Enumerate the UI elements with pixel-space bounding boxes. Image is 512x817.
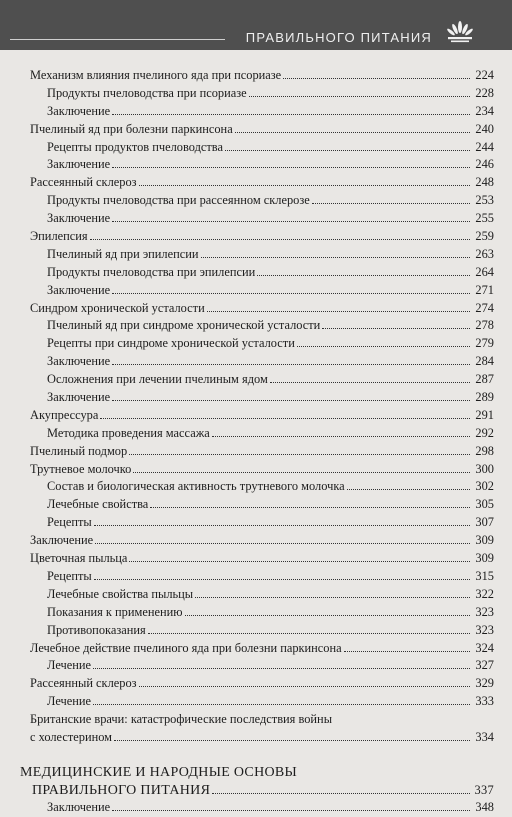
toc-entry-title: Акупрессура (30, 407, 99, 422)
section-gap (20, 747, 494, 763)
toc-entry-title: Продукты пчеловодства при псориазе (47, 85, 247, 100)
toc-entry (20, 568, 494, 586)
dot-leader (185, 605, 471, 616)
toc-entry (20, 139, 494, 157)
toc-entry-page: 302 (475, 479, 494, 494)
toc-entry-title: Пчелиный подмор (30, 443, 128, 458)
flower-logo-icon (446, 18, 474, 44)
toc-entry (20, 85, 494, 103)
toc-entry (20, 407, 494, 425)
toc-entry-page: 305 (475, 497, 494, 512)
toc-entry-title: Продукты пчеловодства при эпилепсии (47, 264, 256, 279)
toc-entry-page: 224 (475, 68, 494, 82)
toc-entry (20, 799, 494, 817)
toc-entry-page: 248 (475, 175, 494, 190)
dot-leader (100, 408, 470, 419)
toc-entry-title: Британские врачи: катастрофические последствия войны (30, 712, 333, 727)
dot-leader (139, 676, 470, 687)
toc-entry (20, 121, 494, 139)
toc-entry-page: 259 (475, 229, 494, 244)
toc-entry-page: 291 (475, 407, 494, 422)
toc-entry (20, 425, 494, 443)
dot-leader (112, 157, 470, 168)
toc-entry (20, 246, 494, 264)
toc-entry-page: 228 (475, 85, 494, 100)
toc-entry-page: 315 (475, 568, 494, 583)
toc-entry (20, 514, 494, 532)
toc-entry-title: Синдром хронической усталости (30, 300, 205, 315)
toc-entry (20, 389, 494, 407)
toc-entry-page: 333 (475, 694, 494, 709)
toc-entry-title: Методика проведения массажа (47, 425, 210, 440)
dot-leader (225, 140, 470, 151)
toc-entry (20, 335, 494, 353)
toc-entry-title: Осложнения при лечении пчелиным ядом (47, 372, 268, 387)
section-heading (20, 763, 494, 781)
toc-entry-page: 289 (475, 390, 494, 405)
dot-leader (112, 354, 470, 365)
toc-entry-title: Заключение (47, 799, 111, 814)
dot-leader (249, 86, 470, 97)
toc-entry-title: Продукты пчеловодства при рассеянном склерозе (47, 193, 310, 208)
toc-entry-page: 348 (475, 799, 494, 814)
toc-entry-title: Пчелиный яд при болезни паркинсона (30, 121, 233, 136)
dot-leader (112, 283, 470, 294)
section-page: 337 (474, 782, 494, 797)
toc-entry (20, 300, 494, 318)
toc-entry-page: 263 (475, 246, 494, 261)
toc-entry (20, 156, 494, 174)
dot-leader (207, 301, 470, 312)
dot-leader (212, 426, 470, 437)
page-header (0, 0, 512, 50)
running-title: ПРАВИЛЬНОГО ПИТАНИЯ (245, 30, 432, 45)
toc-entry (20, 174, 494, 192)
toc-entry-title: Трутневое молочко (30, 461, 132, 476)
toc-entry-title: Механизм влияния пчелиного яда при псориазе (30, 68, 282, 82)
toc-entry-title: Пчелиный яд при эпилепсии (47, 246, 199, 261)
toc-entry (20, 640, 494, 658)
toc-entry-title: Заключение (47, 354, 111, 369)
toc-entry-page: 253 (475, 193, 494, 208)
toc-entry-page: 323 (475, 622, 494, 637)
toc-entry-title: Состав и биологическая активность трутневого молочка (47, 479, 345, 494)
toc-entry (20, 693, 494, 711)
toc-entry-title: Рецепты при синдроме хронической усталости (47, 336, 295, 351)
toc-entry (20, 67, 494, 85)
toc-entry-title: Рецепты (47, 568, 92, 583)
toc-entry (20, 478, 494, 496)
toc-entry (20, 210, 494, 228)
toc-entry-page: 322 (475, 586, 494, 601)
toc-entry-page: 323 (475, 604, 494, 619)
table-of-contents (20, 67, 494, 817)
toc-entry-page: 327 (475, 658, 494, 673)
toc-entry-title: Заключение (47, 211, 111, 226)
dot-leader (312, 193, 470, 204)
toc-entry-page: 246 (475, 157, 494, 172)
dot-leader (297, 336, 470, 347)
toc-entry (20, 264, 494, 282)
toc-entry-page: 324 (475, 640, 494, 655)
toc-entry-title: Заключение (47, 157, 111, 172)
section-heading-line2: ПРАВИЛЬНОГО ПИТАНИЯ (32, 782, 211, 798)
dot-leader (150, 497, 470, 508)
toc-entry-page: 279 (475, 336, 494, 351)
toc-entry-page: 274 (475, 300, 494, 315)
toc-entry-page: 334 (475, 729, 494, 744)
dot-leader (133, 462, 470, 473)
dot-leader (347, 479, 470, 490)
header-rule (10, 39, 225, 40)
toc-entry (20, 371, 494, 389)
toc-entry (20, 675, 494, 693)
toc-entry-title: Противопоказания (47, 622, 146, 637)
toc-entry-page: 240 (475, 121, 494, 136)
dot-leader (94, 515, 470, 526)
dot-leader (270, 372, 470, 383)
dot-leader (112, 390, 470, 401)
toc-entry-title: Заключение (47, 282, 111, 297)
toc-entry (20, 317, 494, 335)
toc-entry-title: Лечебное действие пчелиного яда при болезни паркинсона (30, 640, 342, 655)
dot-leader (201, 247, 471, 258)
toc-entry-title: Заключение (47, 103, 111, 118)
toc-entry-title: Лечебные свойства (47, 497, 149, 512)
toc-entry-title: с холестерином (30, 729, 113, 744)
toc-entry-page: 298 (475, 443, 494, 458)
toc-entry-title: Пчелиный яд при синдроме хронической усталости (47, 318, 321, 333)
toc-entry-title: Рассеянный склероз (30, 175, 137, 190)
dot-leader (212, 783, 470, 794)
toc-entry-page: 284 (475, 354, 494, 369)
toc-entry-title: Заключение (47, 390, 111, 405)
dot-leader (93, 658, 470, 669)
toc-entry (20, 461, 494, 479)
dot-leader (235, 122, 470, 133)
toc-entry-title: Лечение (47, 694, 92, 709)
toc-entry (20, 729, 494, 747)
toc-entry (20, 103, 494, 121)
toc-entry-page: 271 (475, 282, 494, 297)
dot-leader (90, 229, 470, 240)
toc-entry-title: Эпилепсия (30, 229, 88, 244)
dot-leader (112, 104, 470, 115)
dot-leader (112, 800, 470, 811)
dot-leader (257, 265, 470, 276)
section-heading-row (20, 781, 494, 799)
toc-entry-page: 264 (475, 264, 494, 279)
toc-entry-title: Заключение (30, 533, 94, 548)
toc-entry-title: Рецепты (47, 515, 92, 530)
toc-entry-title: Рецепты продуктов пчеловодства (47, 139, 223, 154)
toc-entry (20, 192, 494, 210)
toc-entry (20, 604, 494, 622)
toc-entry (20, 586, 494, 604)
dot-leader (129, 551, 470, 562)
toc-entry (20, 496, 494, 514)
toc-entry-page: 234 (475, 103, 494, 118)
toc-entry-page: 292 (475, 425, 494, 440)
toc-entry-title: Показания к применению (47, 604, 183, 619)
toc-entry-page: 244 (475, 139, 494, 154)
toc-entry (20, 532, 494, 550)
dot-leader (139, 175, 470, 186)
dot-leader (114, 730, 470, 741)
toc-entry (20, 443, 494, 461)
toc-entry-title: Рассеянный склероз (30, 676, 137, 691)
toc-entry-page: 329 (475, 676, 494, 691)
toc-entry (20, 622, 494, 640)
dot-leader (322, 318, 470, 329)
toc-entry (20, 282, 494, 300)
dot-leader (129, 444, 470, 455)
toc-entry-page: 309 (475, 551, 494, 566)
dot-leader (112, 211, 470, 222)
dot-leader (95, 533, 470, 544)
dot-leader (195, 587, 470, 598)
section-heading-line1: МЕДИЦИНСКИЕ И НАРОДНЫЕ ОСНОВЫ (20, 764, 298, 780)
toc-entry-title: Цветочная пыльца (30, 551, 128, 566)
toc-entry (20, 657, 494, 675)
toc-entry-page: 255 (475, 211, 494, 226)
toc-entry-page: 287 (475, 372, 494, 387)
toc-entry-page: 300 (475, 461, 494, 476)
dot-leader (148, 623, 470, 634)
dot-leader (283, 68, 470, 79)
toc-entry (20, 711, 494, 729)
toc-entry-title: Лечебные свойства пыльцы (47, 586, 194, 601)
dot-leader (344, 641, 470, 652)
toc-entry (20, 550, 494, 568)
toc-entry-title: Лечение (47, 658, 92, 673)
toc-entry-page: 307 (475, 515, 494, 530)
toc-entry-page: 278 (475, 318, 494, 333)
toc-entry (20, 228, 494, 246)
toc-entry-page: 309 (475, 533, 494, 548)
dot-leader (334, 713, 470, 723)
toc-entry (20, 353, 494, 371)
dot-leader (94, 569, 470, 580)
